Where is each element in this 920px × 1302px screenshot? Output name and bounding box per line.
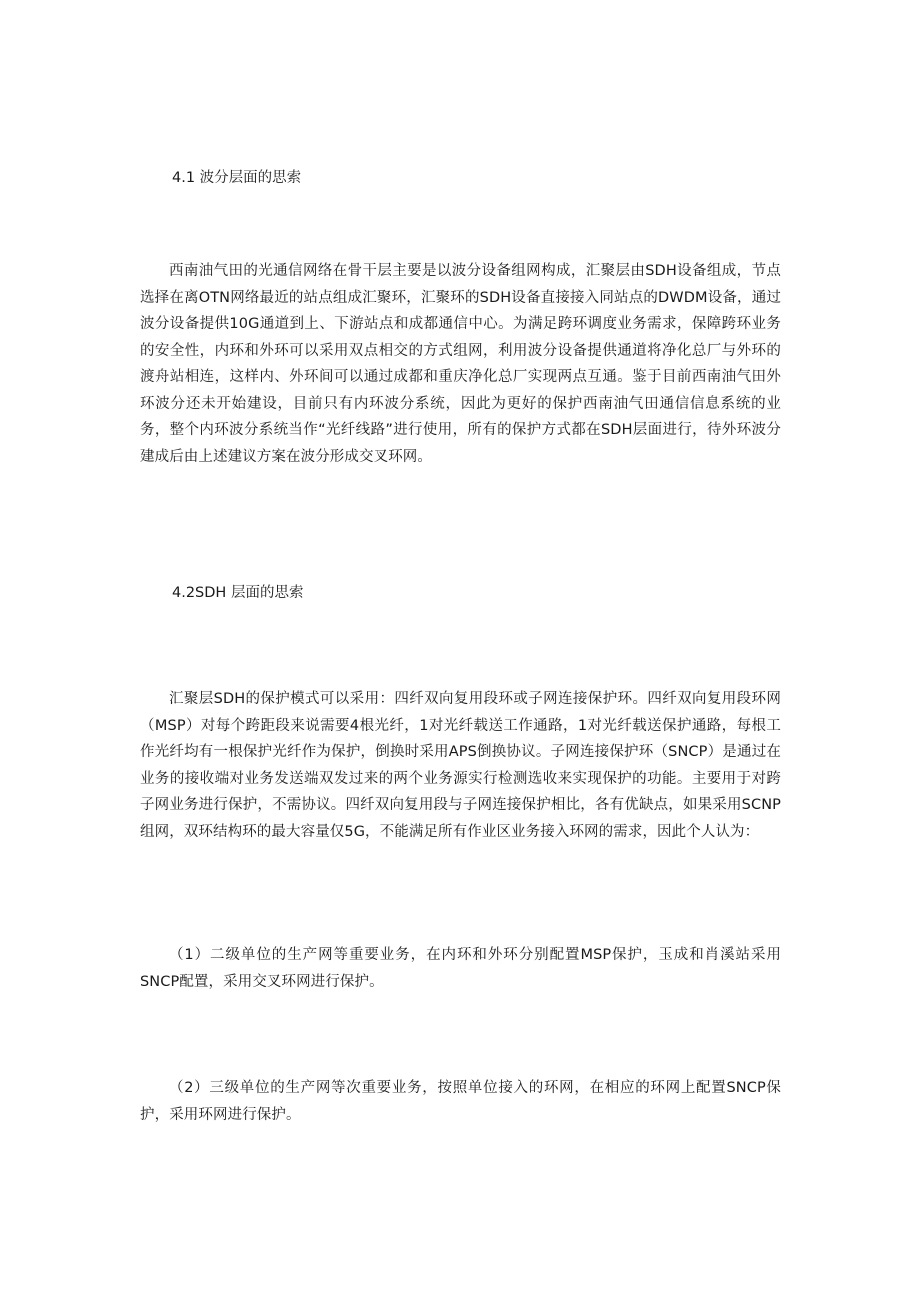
section-heading-4-2: 4.2SDH 层面的思索 [172, 585, 304, 601]
paragraph-sdh-layer: 汇聚层SDH的保护模式可以采用：四纤双向复用段环或子网连接保护环。四纤双向复用段环网（MSP）对每个跨距段来说需要4根光纤，1对光纤载送工作通路，1对光纤载送保护通路，每根工作光纤均有一根保护光纤作为保护，倒换时采用APS倒换协议。子网连接保护环（SNCP）是通过在业务的接收端对业务发送端双发过来的两个业务源实行检测选收来实现保护的功能。主要用于对跨子网业务进行保护，不需协议。四纤双向复用段与子网连接保护相比，各有优缺点，如果采用SCNP组网，双环结构环的最大容量仅5G，不能满足所有作业区业务接入环网的需求，因此个人认为： [140, 691, 781, 840]
paragraph-wdm-layer: 西南油气田的光通信网络在骨干层主要是以波分设备组网构成，汇聚层由SDH设备组成，节点选择在离OTN网络最近的站点组成汇聚环，汇聚环的SDH设备直接接入同站点的DWDM设备，通过波分设备提供10G通道到上、下游站点和成都通信中心。为满足跨环调度业务需求，保障跨环业务的安全性，内环和外环可以采用双点相交的方式组网，利用波分设备提供通道将净化总厂与外环的渡舟站相连，这样内、外环间可以通过成都和重庆净化总厂实现两点互通。鉴于目前西南油气田外环波分还未开始建设，目前只有内环波分系统，因此为更好的保护西南油气田通信信息系统的业务，整个内环波分系统当作“光纤线路”进行使用，所有的保护方式都在SDH层面进行，待外环波分建成后由上述建议方案在波分形成交叉环网。 [140, 263, 781, 465]
list-item-1: （1）二级单位的生产网等重要业务，在内环和外环分别配置MSP保护，玉成和肖溪站采用SNCP配置，采用交叉环网进行保护。 [140, 947, 781, 990]
section-heading-4-1: 4.1 波分层面的思索 [172, 170, 302, 186]
list-item-2: （2）三级单位的生产网等次重要业务，按照单位接入的环网，在相应的环网上配置SNCP保护，采用环网进行保护。 [140, 1080, 781, 1123]
